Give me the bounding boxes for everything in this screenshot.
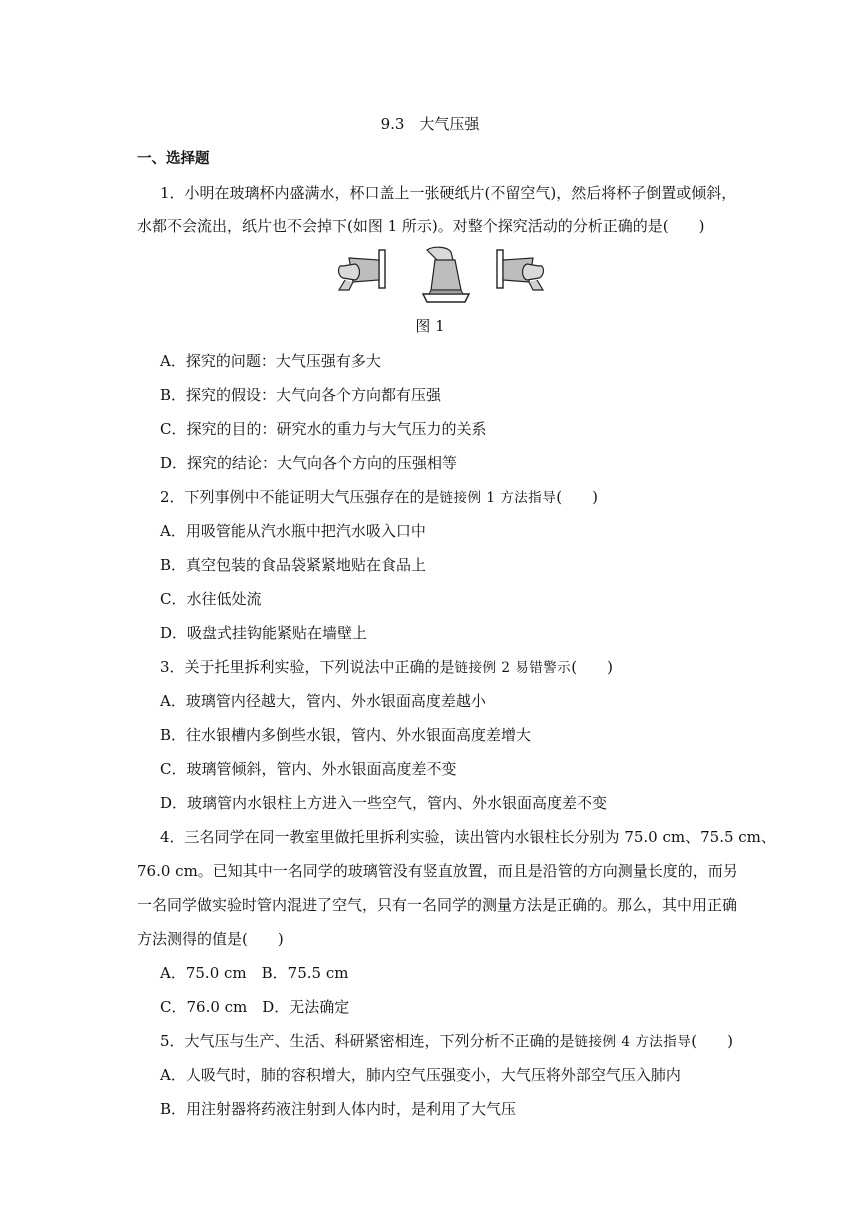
question-3-link-tag: 链接例 2 易错警示 <box>454 660 572 676</box>
section-heading: 一、选择题 <box>137 151 210 167</box>
q2-option-a: A．用吸管能从汽水瓶中把汽水吸入口中 <box>160 522 426 540</box>
question-4-line-4: 方法测得的值是( ) <box>137 930 284 948</box>
q2-option-d: D．吸盘式挂钩能紧贴在墙壁上 <box>160 624 368 642</box>
question-1-line-1: 1．小明在玻璃杯内盛满水，杯口盖上一张硬纸片(不留空气)，然后将杯子倒置或倾斜， <box>160 184 737 202</box>
question-2 <box>160 487 598 508</box>
q1-option-a: A．探究的问题：大气压强有多大 <box>160 352 381 370</box>
question-5-blank: ( ) <box>691 1032 733 1050</box>
cup-left-illustration <box>339 250 386 290</box>
q1-option-b: B．探究的假设：大气向各个方向都有压强 <box>160 386 442 404</box>
q2-option-c: C．水往低处流 <box>160 590 262 608</box>
q3-option-d: D．玻璃管内水银柱上方进入一些空气，管内、外水银面高度差不变 <box>160 794 608 812</box>
q1-option-c: C．探究的目的：研究水的重力与大气压力的关系 <box>160 420 487 438</box>
q4-options-row-1: A．75.0 cm B．75.5 cm <box>160 964 349 982</box>
question-3-text: 3．关于托里拆利实验，下列说法中正确的是 <box>160 658 455 676</box>
question-5 <box>160 1031 733 1052</box>
q1-option-d: D．探究的结论：大气向各个方向的压强相等 <box>160 454 458 472</box>
question-5-text: 5．大气压与生产、生活、科研紧密相连，下列分析不正确的是 <box>160 1032 575 1050</box>
question-3-blank: ( ) <box>571 658 613 676</box>
question-2-blank: ( ) <box>556 488 598 506</box>
question-1-line-2: 水都不会流出，纸片也不会掉下(如图 1 所示)。对整个探究活动的分析正确的是( ) <box>137 217 705 235</box>
q3-option-a: A．玻璃管内径越大，管内、外水银面高度差越小 <box>160 692 486 710</box>
cup-right-illustration <box>497 250 544 290</box>
page-title: 9.3 大气压强 <box>380 115 480 133</box>
figure-1-caption: 图 1 <box>415 317 445 335</box>
question-3 <box>160 657 613 678</box>
figure-1-cup-experiment <box>335 246 555 306</box>
question-2-link-tag: 链接例 1 方法指导 <box>439 490 557 506</box>
question-5-link-tag: 链接例 4 方法指导 <box>574 1034 692 1050</box>
q3-option-b: B．往水银槽内多倒些水银，管内、外水银面高度差增大 <box>160 726 532 744</box>
question-4-line-3: 一名同学做实验时管内混进了空气，只有一名同学的测量方法是正确的。那么，其中用正确 <box>137 896 738 914</box>
cup-middle-illustration <box>423 247 469 302</box>
q3-option-c: C．玻璃管倾斜，管内、外水银面高度差不变 <box>160 760 457 778</box>
q4-options-row-2: C．76.0 cm D．无法确定 <box>160 998 350 1016</box>
question-4-line-2: 76.0 cm。已知其中一名同学的玻璃管没有竖直放置，而且是沿管的方向测量长度的，而另 <box>137 862 738 880</box>
q5-option-b: B．用注射器将药液注射到人体内时，是利用了大气压 <box>160 1100 517 1118</box>
q5-option-a: A．人吸气时，肺的容积增大，肺内空气压强变小，大气压将外部空气压入肺内 <box>160 1066 681 1084</box>
question-4-line-1: 4．三名同学在同一教室里做托里拆利实验，读出管内水银柱长分别为 75.0 cm、75.5 cm、 <box>160 828 776 846</box>
q2-option-b: B．真空包装的食品袋紧紧地贴在食品上 <box>160 556 427 574</box>
question-2-text: 2．下列事例中不能证明大气压强存在的是 <box>160 488 440 506</box>
